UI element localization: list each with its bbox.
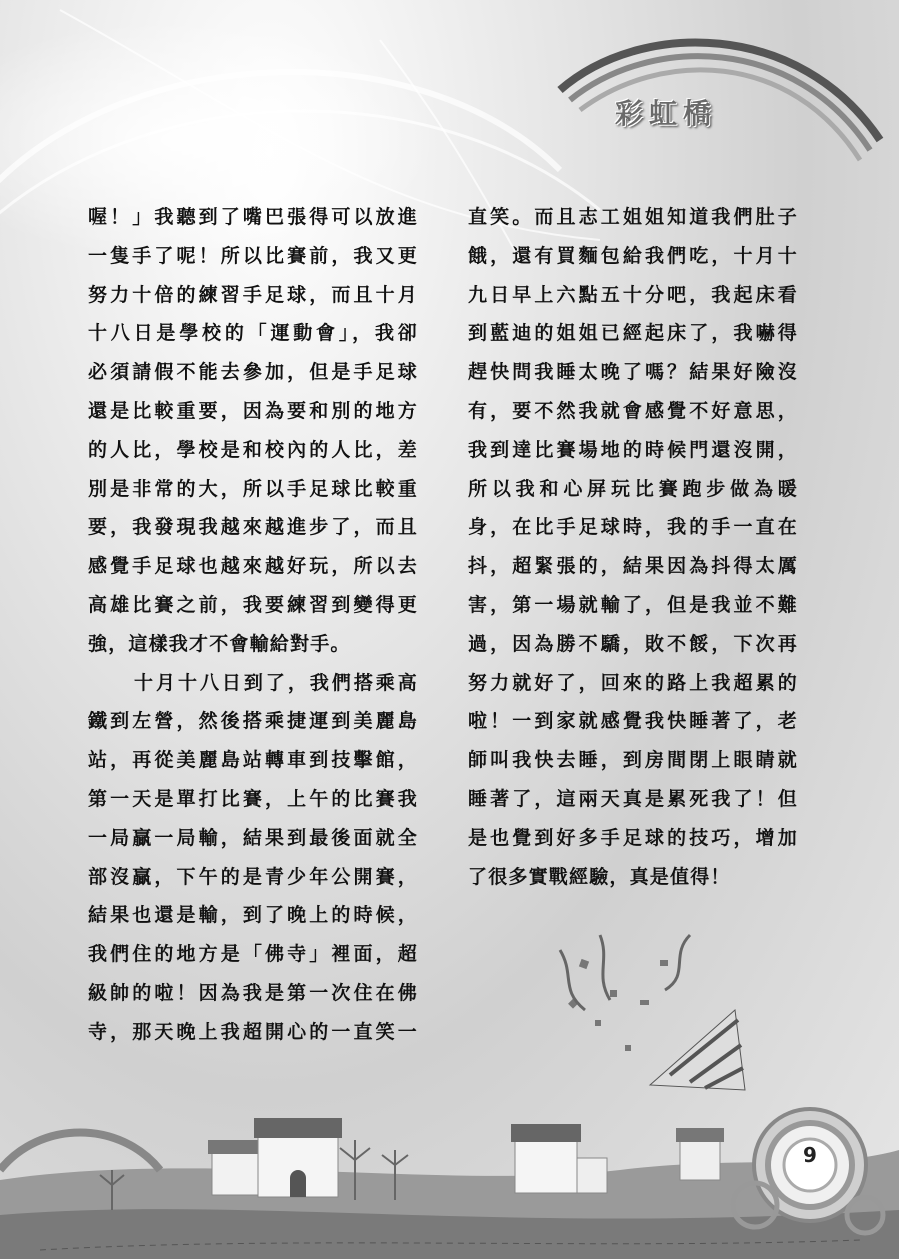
- text-line: 要，我發現我越來越進步了，而且: [88, 516, 418, 539]
- party-popper-illustration: [560, 935, 745, 1090]
- text-line: 十八日是學校的「運動會」，我卻: [88, 322, 418, 345]
- text-line: 必須請假不能去參加，但是手足球: [88, 361, 418, 384]
- text-line: 過，因為勝不驕，敗不餒，下次再: [468, 632, 798, 655]
- text-line: 我到達比賽場地的時候門還沒開，: [468, 438, 798, 461]
- right-text-column: [468, 198, 798, 896]
- page-number: 9: [803, 1143, 817, 1167]
- text-line: 努力就好了，回來的路上我超累的: [468, 671, 798, 694]
- text-line: 到藍迪的姐姐已經起床了，我嚇得: [468, 322, 798, 345]
- text-line: 一局贏一局輸，結果到最後面就全: [88, 826, 418, 849]
- text-line: 九日早上六點五十分吧，我起床看: [468, 283, 798, 306]
- text-line: 級帥的啦！因為我是第一次住在佛: [88, 981, 418, 1004]
- text-line: 餓，還有買麵包給我們吃，十月十: [468, 244, 798, 267]
- text-line: 師叫我快去睡，到房間閉上眼睛就: [468, 749, 798, 772]
- text-line: 睡著了，這兩天真是累死我了！但: [468, 787, 798, 810]
- text-line: 我們住的地方是「佛寺」裡面，超: [88, 943, 418, 966]
- text-line: 鐵到左營，然後搭乘捷運到美麗島: [88, 710, 418, 733]
- house-left: [208, 1118, 342, 1197]
- small-rainbow: [0, 1133, 160, 1171]
- text-line: 有，要不然我就會感覺不好意思，: [468, 399, 798, 422]
- text-line: 強，這樣我才不會輸給對手。: [88, 632, 351, 655]
- text-line: 感覺手足球也越來越好玩，所以去: [88, 555, 418, 578]
- text-line: 站，再從美麗島站轉車到技擊館，: [88, 749, 418, 772]
- text-line: 還是比較重要，因為要和別的地方: [88, 399, 418, 422]
- rainbow-arc: [560, 43, 880, 160]
- text-line: 害，第一場就輸了，但是我並不難: [468, 593, 798, 616]
- text-line: 高雄比賽之前，我要練習到變得更: [88, 593, 418, 616]
- text-line: 第一天是單打比賽，上午的比賽我: [88, 787, 418, 810]
- text-line: 了很多實戰經驗，真是值得！: [468, 865, 731, 888]
- text-line: 所以我和心屏玩比賽跑步做為暖: [468, 477, 798, 500]
- text-line: 是也覺到好多手足球的技巧，增加: [468, 826, 798, 849]
- hill-front: [0, 1209, 899, 1259]
- text-line: 寺，那天晚上我超開心的一直笑一: [88, 1020, 418, 1043]
- text-line: 別是非常的大，所以手足球比較重: [88, 477, 418, 500]
- text-line: 結果也還是輸，到了晚上的時候，: [88, 904, 418, 927]
- text-line: 抖，超緊張的，結果因為抖得太厲: [468, 555, 798, 578]
- left-text-column: [88, 198, 418, 1052]
- text-line: 的人比，學校是和校內的人比，差: [88, 438, 418, 461]
- text-line: 身，在比手足球時，我的手一直在: [468, 516, 798, 539]
- text-line: 直笑。而且志工姐姐知道我們肚子: [468, 206, 798, 228]
- text-line: 啦！一到家就感覺我快睡著了，老: [468, 710, 798, 733]
- text-line: 十月十八日到了，我們搭乘高: [134, 671, 418, 694]
- text-line: 努力十倍的練習手足球，而且十月: [88, 283, 418, 306]
- text-line: 部沒贏，下午的是青少年公開賽，: [88, 865, 418, 888]
- text-line: 一隻手了呢！所以比賽前，我又更: [88, 244, 418, 267]
- section-header: 彩虹橋: [615, 97, 718, 130]
- text-line: 趕快問我睡太晚了嗎？結果好險沒: [468, 361, 798, 384]
- text-line: 喔！」我聽到了嘴巴張得可以放進: [88, 206, 418, 228]
